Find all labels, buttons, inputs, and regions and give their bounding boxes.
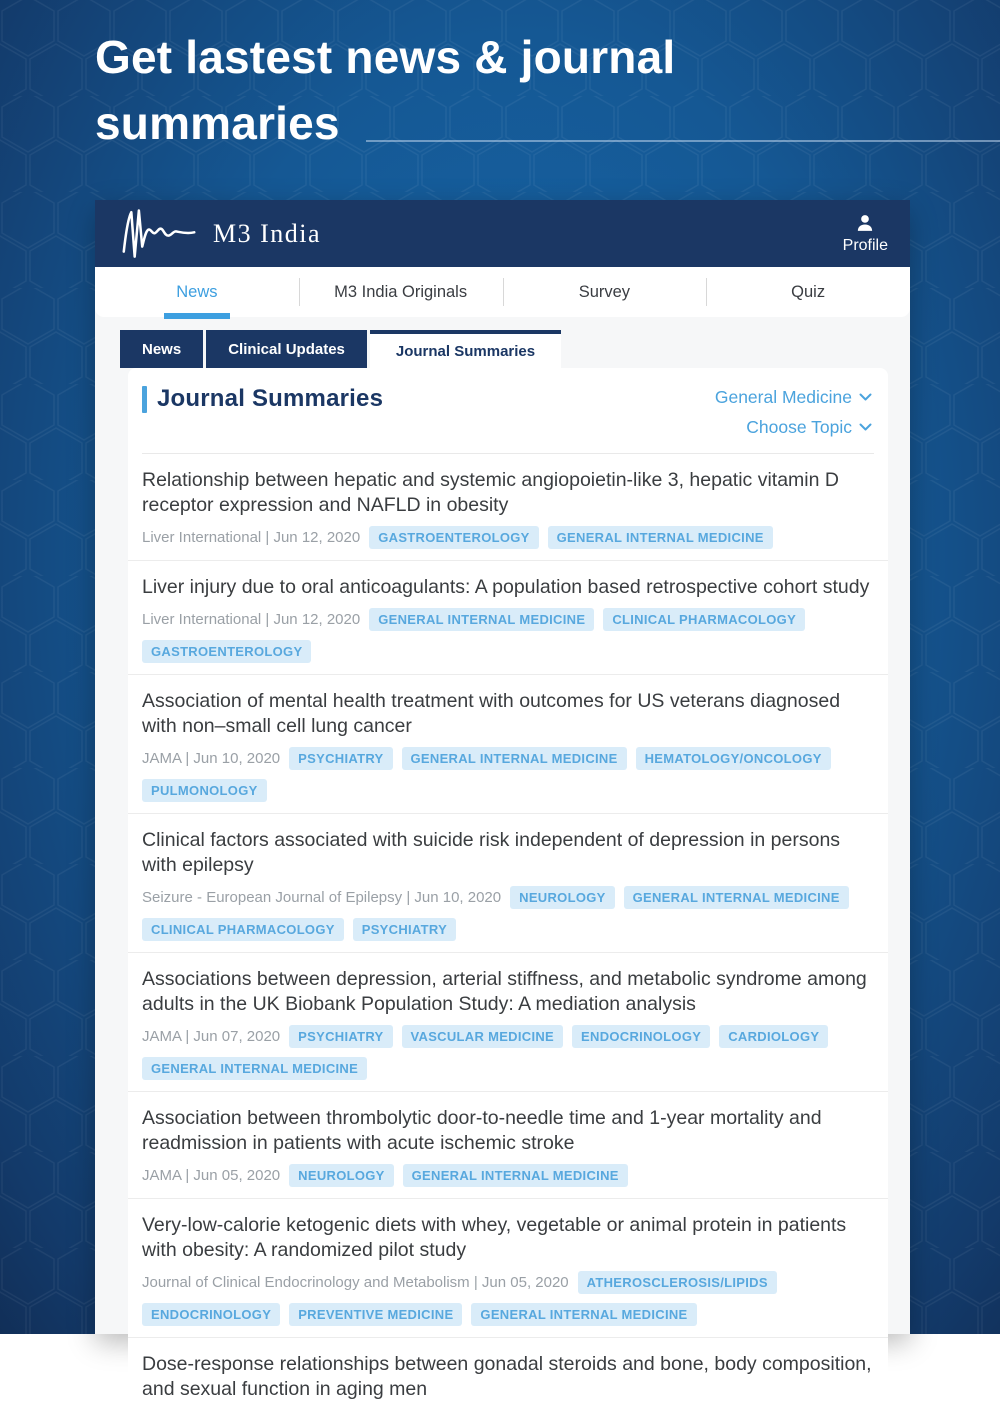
journal-item[interactable] — [128, 952, 888, 1091]
subtab-label: News — [142, 340, 182, 358]
journal-item[interactable] — [128, 813, 888, 952]
journal-item[interactable] — [128, 560, 888, 674]
journal-item-title[interactable]: Associations between depression, arterial stiffness, and metabolic syndrome among adults in the UK Biobank Population Study: A mediation analysis — [142, 968, 867, 1015]
journal-tag-chip[interactable]: CLINICAL PHARMACOLOGY — [603, 608, 805, 631]
journal-tag-chip[interactable]: GASTROENTEROLOGY — [142, 640, 311, 663]
chevron-down-icon — [859, 423, 872, 432]
journal-tag-chip[interactable]: NEUROLOGY — [289, 1164, 393, 1187]
journal-tag-chip[interactable]: GASTROENTEROLOGY — [369, 526, 538, 549]
filter-label: General Medicine — [714, 387, 852, 407]
filter-dropdown[interactable] — [715, 387, 872, 408]
journal-item-title[interactable]: Association between thrombolytic door-to-needle time and 1-year mortality and readmission in patients with acute ischemic stroke — [142, 1107, 822, 1154]
journal-item[interactable] — [128, 1198, 888, 1337]
nav-tab-label: News — [176, 282, 218, 301]
journal-item-title[interactable]: Liver injury due to oral anticoagulants: A population based retrospective cohort study — [142, 576, 870, 598]
main-nav — [95, 267, 910, 317]
journal-tag-chip[interactable]: GENERAL INTERNAL MEDICINE — [548, 526, 773, 549]
journal-item[interactable] — [128, 1091, 888, 1198]
journal-item-source: Seizure - European Journal of Epilepsy | Jun 10, 2020 — [142, 889, 502, 906]
journal-tag-chip[interactable]: CLINICAL PHARMACOLOGY — [142, 918, 344, 941]
nav-tab-label: Quiz — [791, 282, 826, 301]
journal-tag-chip[interactable]: GENERAL INTERNAL MEDICINE — [402, 747, 627, 770]
journal-item-title[interactable]: Very-low-calorie ketogenic diets with whey, vegetable or animal protein in patients with obesity: A randomized pilot study — [142, 1214, 847, 1261]
journal-tag-chip[interactable]: CARDIOLOGY — [719, 1025, 828, 1048]
filter-dropdown[interactable] — [746, 417, 872, 438]
subtab-label: Journal Summaries — [395, 342, 536, 360]
journal-item-title[interactable]: Clinical factors associated with suicide risk independent of depression in persons with epilepsy — [142, 829, 841, 876]
journal-item-source: JAMA | Jun 05, 2020 — [142, 1167, 281, 1184]
journal-item-source: JAMA | Jun 07, 2020 — [142, 1028, 281, 1045]
journal-tag-chip[interactable]: ENDOCRINOLOGY — [572, 1025, 710, 1048]
journal-panel — [128, 368, 888, 1421]
journal-item-title[interactable]: Association of mental health treatment with outcomes for US veterans diagnosed with non–small cell lung cancer — [142, 690, 841, 737]
journal-tag-chip[interactable]: HEMATOLOGY/ONCOLOGY — [636, 747, 831, 770]
journal-tag-chip[interactable]: PULMONOLOGY — [142, 779, 267, 802]
journal-list — [128, 454, 888, 1421]
journal-tag-chip[interactable]: VASCULAR MEDICINE — [402, 1025, 564, 1048]
journal-tag-chip[interactable]: PREVENTIVE MEDICINE — [289, 1303, 462, 1326]
subtab[interactable] — [206, 330, 367, 368]
journal-tag-chip[interactable]: ENDOCRINOLOGY — [142, 1303, 280, 1326]
journal-item-source: Liver International | Jun 12, 2020 — [142, 529, 361, 546]
journal-item-title[interactable]: Relationship between hepatic and systemic angiopoietin-like 3, hepatic vitamin D receptor expression and NAFLD in obesity — [142, 469, 839, 516]
subtabs — [120, 330, 910, 368]
panel-header — [128, 368, 888, 444]
journal-item-meta — [142, 608, 872, 663]
profile-label: Profile — [842, 236, 888, 254]
journal-item-source: JAMA | Jun 10, 2020 — [142, 750, 281, 767]
hero-underline — [366, 140, 1000, 142]
journal-item-meta — [142, 1164, 872, 1187]
filter-label: Choose Topic — [746, 417, 852, 437]
journal-item-meta — [142, 1271, 872, 1326]
journal-tag-chip[interactable]: GENERAL INTERNAL MEDICINE — [471, 1303, 696, 1326]
filters — [715, 385, 872, 438]
app-header — [95, 200, 910, 267]
journal-tag-chip[interactable]: PSYCHIATRY — [289, 747, 392, 770]
section-title: Journal Summaries — [157, 385, 384, 412]
card-body — [95, 317, 910, 1421]
brand-name: M3 India — [213, 218, 322, 248]
brand[interactable] — [121, 208, 321, 260]
journal-item[interactable] — [128, 1337, 888, 1421]
journal-item-meta — [142, 747, 872, 802]
hero-title-line1: Get lastest news & journal — [95, 31, 676, 83]
chevron-down-icon — [859, 393, 872, 402]
journal-item-source: Liver International | Jun 12, 2020 — [142, 611, 361, 628]
journal-tag-chip[interactable]: GENERAL INTERNAL MEDICINE — [369, 608, 594, 631]
journal-item-title[interactable]: Dose-response relationships between gonadal steroids and bone, body composition, and sexual function in aging men — [142, 1353, 872, 1400]
nav-tab-label: Survey — [578, 282, 631, 301]
journal-tag-chip[interactable]: ATHEROSCLEROSIS/LIPIDS — [578, 1271, 777, 1294]
journal-item[interactable] — [128, 674, 888, 813]
nav-tab-label: M3 India Originals — [334, 282, 468, 301]
subtab[interactable] — [120, 330, 203, 368]
journal-item-meta — [142, 1025, 872, 1080]
nav-tab[interactable] — [706, 267, 910, 317]
nav-tab[interactable] — [503, 267, 707, 317]
journal-tag-chip[interactable]: PSYCHIATRY — [353, 918, 456, 941]
hero — [95, 24, 1000, 156]
subtab-label: Clinical Updates — [228, 340, 345, 358]
journal-tag-chip[interactable]: GENERAL INTERNAL MEDICINE — [624, 886, 849, 909]
journal-item-meta — [142, 526, 872, 549]
title-accent-bar — [142, 386, 147, 413]
journal-item-source: Journal of Clinical Endocrinology and Metabolism | Jun 05, 2020 — [142, 1274, 569, 1291]
journal-tag-chip[interactable]: NEUROLOGY — [510, 886, 614, 909]
journal-item-meta — [142, 886, 872, 941]
profile-button[interactable] — [843, 213, 888, 255]
journal-item[interactable] — [128, 454, 888, 560]
journal-tag-chip[interactable]: GENERAL INTERNAL MEDICINE — [403, 1164, 628, 1187]
ecg-logo-icon — [121, 208, 197, 260]
journal-tag-chip[interactable]: GENERAL INTERNAL MEDICINE — [142, 1057, 367, 1080]
app-window — [95, 200, 910, 1400]
journal-tag-chip[interactable]: PSYCHIATRY — [289, 1025, 392, 1048]
user-icon — [854, 213, 876, 235]
subtab[interactable] — [370, 330, 561, 368]
nav-tab[interactable] — [95, 267, 299, 317]
nav-tab[interactable] — [299, 267, 503, 317]
hero-title-line2: summaries — [95, 97, 340, 149]
